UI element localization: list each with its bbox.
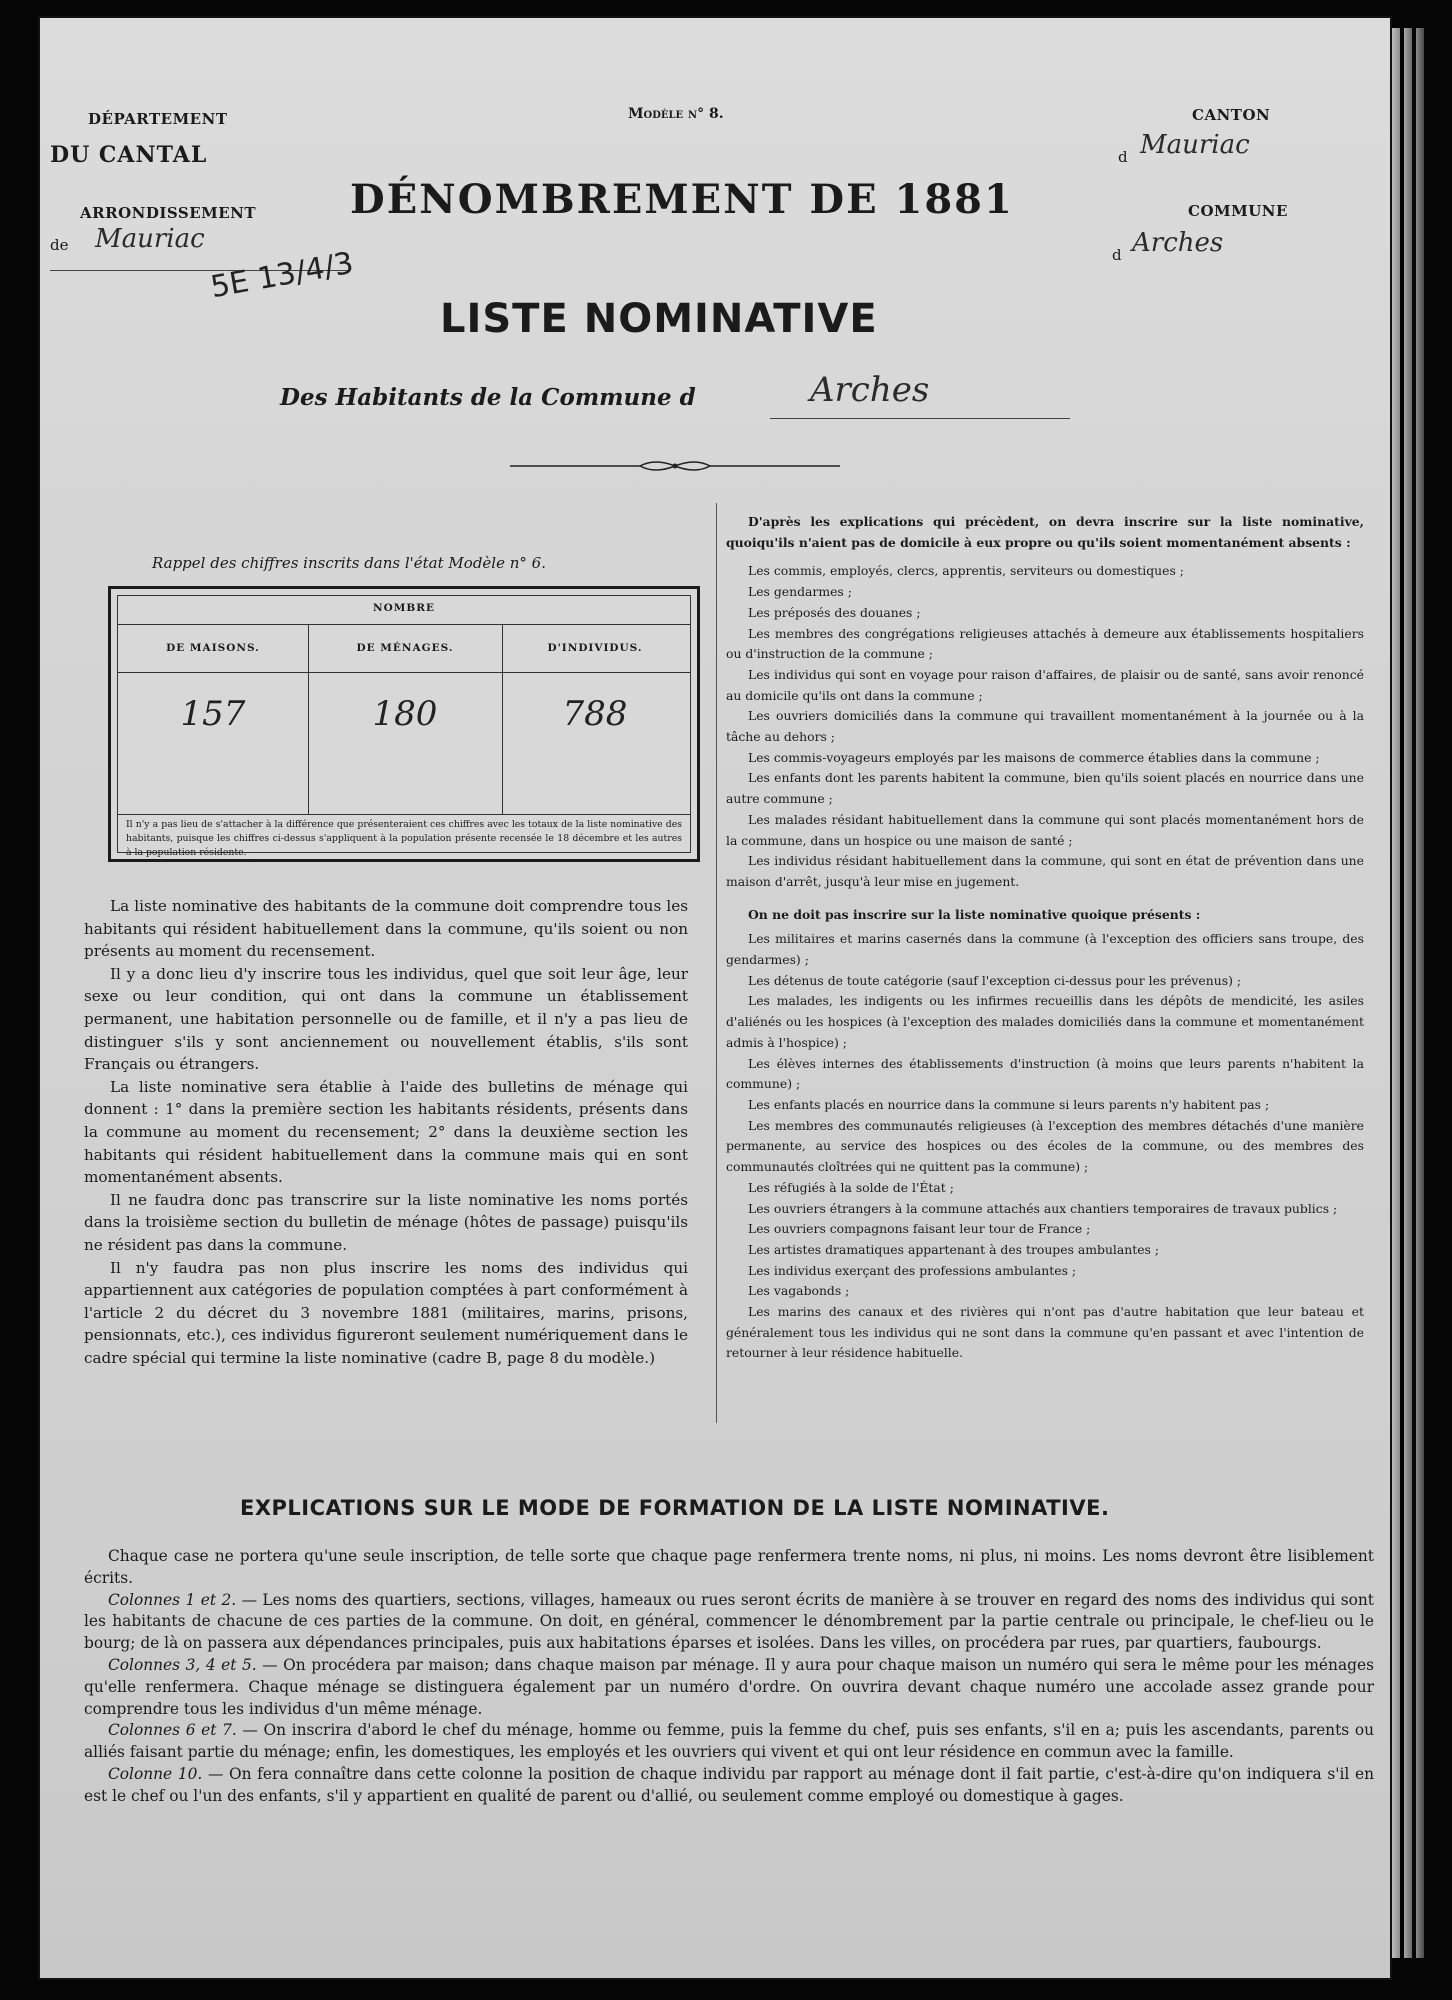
exclude-item: Les élèves internes des établissements d'instruction (à moins que leurs parents n'habitent la commune) ; (726, 1055, 1364, 1092)
left-instructions (84, 895, 688, 1369)
commune-handwritten: Arches (1132, 228, 1224, 258)
exclude-item: Les réfugiés à la solde de l'État ; (748, 1179, 954, 1195)
value-individus: 788 (562, 694, 628, 734)
include-item: Les commis-voyageurs employés par les maisons de commerce établies dans la commune ; (748, 749, 1320, 765)
col-header-menages: DE MÉNAGES. (356, 642, 454, 654)
commune-label: COMMUNE (1188, 202, 1288, 220)
explanation-item (84, 1590, 1374, 1655)
explanations-body (84, 1546, 1374, 1808)
left-paragraph: Il y a donc lieu d'y inscrire tous les individus, quel que soit leur âge, leur sexe ou leur condition, qui ont dans la commune un établissement permanent, une habitation personnelle ou de famille, et il n'y a pas lieu de distinguer s'ils y sont anciennement ou nouvellement établis, s'ils sont Français ou étrangers. (84, 964, 688, 1074)
page-edge (1416, 28, 1424, 1958)
canton-handwritten: Mauriac (1140, 130, 1250, 160)
arrondissement-handwritten: Mauriac (95, 224, 205, 254)
value-maisons: 157 (180, 694, 246, 734)
explanation-text: — On fera connaître dans cette colonne la position de chaque individu par rapport au ménage dont il fait partie, c'est-à-dire qu'on indiquera s'il en est le chef ou l'un des enfants, s'il y appartient en qualité de parent ou d'allié, ou seulement comme employé ou domestique à gages. (84, 1764, 1375, 1805)
include-item: Les commis, employés, clercs, apprentis, serviteurs ou domestiques ; (748, 563, 1184, 579)
explanation-text: — Les noms des quartiers, sections, villages, hameaux ou rues seront écrits de manière à se trouver en regard des noms des individus qui sont les habitants de chacune de ces parties de la commune. On doit, en général, commencer le dénombrement par la partie centrale ou principale, le chef-lieu ou le bourg; de là on passera aux dépendances principales, puis aux habitations éparses et isolées. Dans les villes, on procédera par rues, par quartiers, faubourgs. (84, 1590, 1374, 1653)
value-menages: 180 (372, 694, 438, 734)
include-item: Les gendarmes ; (748, 584, 852, 600)
modele-label: Modèle n° 8. (628, 106, 724, 122)
table-note: Il n'y a pas lieu de s'attacher à la différence que présenteraient ces chiffres avec les totaux de la liste nominative des habitants, puisque les chiffres ci-dessus s'appliquent à la population présente recensée le 18 décembre et les autres à la population résidente. (126, 819, 682, 858)
subtitle-handwritten: Arches (810, 370, 930, 410)
include-item: Les ouvriers domiciliés dans la commune qui travaillent momentanément à la journée ou à la tâche au dehors ; (726, 708, 1364, 745)
left-paragraph: Il n'y faudra pas non plus inscrire les noms des individus qui appartiennent aux catégories de population comptées à part conformément à l'article 2 du décret du 3 novembre 1881 (militaires, marins, prisons, pensionnats, etc.), ces individus figureront seulement numériquement dans le cadre spécial qui termine la liste nominative (cadre B, page 8 du modèle.) (84, 1258, 688, 1367)
explanation-item (84, 1764, 1374, 1808)
col-header-individus: D'INDIVIDUS. (547, 642, 643, 654)
page-edge (1392, 28, 1400, 1958)
canton-label: CANTON (1192, 106, 1271, 124)
exclude-item: Les vagabonds ; (748, 1283, 850, 1299)
include-item: Les préposés des douanes ; (748, 604, 921, 620)
exclude-item: Les ouvriers étrangers à la commune attachés aux chantiers temporaires de travaux publics ; (748, 1200, 1338, 1216)
arrondissement-label: ARRONDISSEMENT (80, 204, 257, 222)
col-header-maisons: DE MAISONS. (166, 642, 260, 654)
explanation-text: — On procédera par maison; dans chaque maison par ménage. Il y aura pour chaque maison un numéro qui sera le même pour les ménages qu'elle renfermera. Chaque ménage se distinguera également par un numéro d'ordre. On ouvrira devant chaque numéro une accolade assez grande pour comprendre tous les individus d'un même ménage. (84, 1655, 1374, 1718)
table-caption: Rappel des chiffres inscrits dans l'état Modèle n° 6. (152, 554, 546, 572)
exclude-list (726, 929, 1364, 1364)
list-title: LISTE NOMINATIVE (440, 296, 878, 342)
column-reference: Colonnes 1 et 2. (108, 1590, 237, 1609)
left-paragraph: Il ne faudra donc pas transcrire sur la liste nominative les noms portés dans la troisième section du bulletin de ménage (hôtes de passage) puisqu'ils ne résident pas dans la commune. (84, 1190, 688, 1254)
exclude-item: Les membres des communautés religieuses (à l'exception des membres détachés d'une manière permanente, au service des hospices ou des écoles de la commune, ou des membres des communautés cloîtrées qui ne quittent pas la commune) ; (726, 1117, 1364, 1175)
summary-table (108, 586, 700, 862)
subtitle-rule (770, 418, 1070, 419)
table-group-header: NOMBRE (373, 602, 435, 614)
subtitle: Des Habitants de la Commune d (280, 384, 696, 411)
exclude-item: Les individus exerçant des professions ambulantes ; (748, 1262, 1077, 1278)
exclude-item: Les détenus de toute catégorie (sauf l'exception ci-dessus pour les prévenus) ; (748, 972, 1242, 988)
page-title: DÉNOMBREMENT DE 1881 (350, 176, 1014, 223)
include-item: Les individus qui sont en voyage pour raison d'affaires, de plaisir ou de santé, sans avoir renoncé au domicile qu'ils ont dans la commune ; (726, 666, 1364, 703)
explanation-item (84, 1720, 1374, 1764)
exclude-item: Les ouvriers compagnons faisant leur tour de France ; (748, 1221, 1091, 1237)
arrondissement-prefix: de (50, 236, 69, 254)
explanation-item (84, 1655, 1374, 1720)
canton-prefix: d (1118, 148, 1128, 166)
exclude-item: Les enfants placés en nourrice dans la commune si leurs parents n'y habitent pas ; (748, 1096, 1270, 1112)
exclude-item: Les marins des canaux et des rivières qui n'ont pas d'autre habitation que leur bateau et généralement tous les individus qui ne sont dans la commune qu'en passant et avec l'intention de retourner à leur résidence habituelle. (726, 1304, 1364, 1361)
include-item: Les membres des congrégations religieuses attachés à demeure aux établissements hospitaliers ou d'instruction de la commune ; (726, 625, 1364, 662)
page-edge (1404, 28, 1412, 1958)
include-item: Les enfants dont les parents habitent la commune, bien qu'ils soient placés en nourrice dans une autre commune ; (726, 770, 1364, 807)
column-reference: Colonnes 6 et 7. (108, 1721, 237, 1740)
exclude-item: Les militaires et marins casernés dans la commune (à l'exception des officiers sans troupe, des gendarmes) ; (726, 931, 1364, 968)
include-item: Les individus résidant habituellement dans la commune, qui sont en état de prévention dans une maison d'arrêt, jusqu'à leur mise en jugement. (726, 853, 1364, 889)
left-paragraph: La liste nominative sera établie à l'aide des bulletins de ménage qui donnent : 1° dans la première section les habitants résidents, présents dans la commune au moment du recensement; 2° dans la deuxième section les habitants qui résident habituellement dans la commune mais qui en sont momentanément absents. (84, 1077, 688, 1187)
left-paragraph: La liste nominative des habitants de la commune doit comprendre tous les habitants qui résident habituellement dans la commune, qu'ils soient ou non présents au moment du recensement. (84, 897, 688, 961)
right-instructions (726, 512, 1364, 1364)
include-item: Les malades résidant habituellement dans la commune qui sont placés momentanément hors de la commune, dans un hospice ou une maison de santé ; (726, 811, 1364, 848)
commune-prefix: d (1112, 246, 1122, 264)
column-reference: Colonne 10. (108, 1764, 203, 1783)
census-page (40, 18, 1390, 1978)
exclude-item: Les artistes dramatiques appartenant à des troupes ambulantes ; (748, 1241, 1160, 1257)
column-divider (716, 503, 717, 1423)
exclude-heading: On ne doit pas inscrire sur la liste nominative quoique présents : (748, 906, 1201, 922)
exclude-item: Les malades, les indigents ou les infirmes recueillis dans les dépôts de mendicité, les asiles d'aliénés ou les hospices (à l'exception des malades domiciliés dans la commune et momentanément admis à l'hospice) ; (726, 993, 1364, 1050)
right-lead: D'après les explications qui précèdent, on devra inscrire sur la liste nominative, quoiqu'ils n'aient pas de domicile à eux propre ou qu'ils soient momentanément absents : (726, 514, 1364, 550)
explanation-text: — On inscrira d'abord le chef du ménage, homme ou femme, puis la femme du chef, puis ses enfants, s'il en a; puis les ascendants, parents ou alliés faisant partie du ménage; enfin, les domestiques, les employés et les ouvriers qui vivent et qui ont leur résidence en commun avec la famille. (84, 1721, 1375, 1762)
departement-label: DÉPARTEMENT (88, 110, 228, 128)
departement-value: DU CANTAL (50, 142, 208, 168)
include-list (726, 561, 1364, 892)
explanations-title: EXPLICATIONS SUR LE MODE DE FORMATION DE LA LISTE NOMINATIVE. (240, 1496, 1110, 1520)
explanations-intro: Chaque case ne portera qu'une seule inscription, de telle sorte que chaque page renfermera trente noms, ni plus, ni moins. Les noms devront être lisiblement écrits. (84, 1547, 1374, 1587)
archive-stamp: 5E 13/4/3 (208, 245, 357, 306)
ornament-divider (510, 456, 840, 476)
column-reference: Colonnes 3, 4 et 5. (108, 1655, 257, 1674)
